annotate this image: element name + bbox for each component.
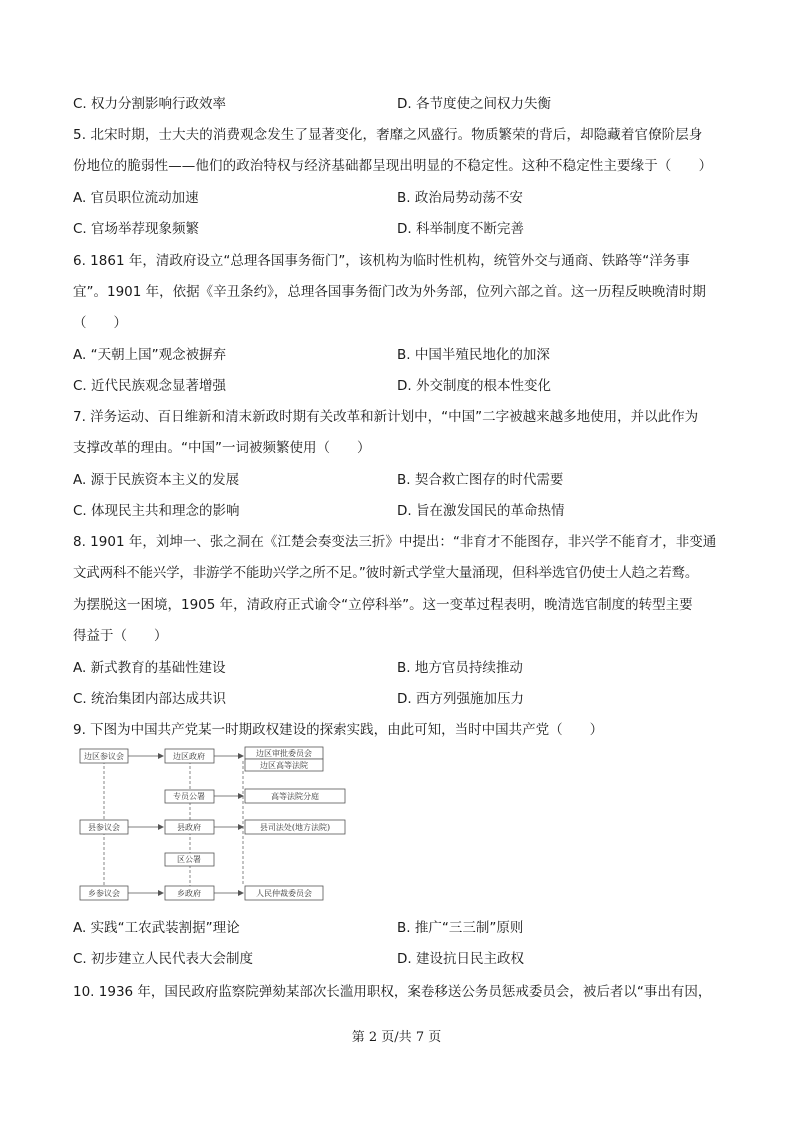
q8-stem-line1: 8. 1901 年，刘坤一、张之洞在《江楚会奏变法三折》中提出：“非育才不能图存，非兴学不能育才，非变通 (73, 534, 717, 550)
q5-stem-line2: 份地位的脆弱性——他们的政治特权与经济基础都呈现出明显的不稳定性。这种不稳定性主要缘于（ ） (73, 158, 713, 174)
q6-option-d: D. 外交制度的根本性变化 (397, 378, 551, 394)
label-township-govt: 乡政府 (177, 889, 201, 898)
q4-option-d: D. 各节度使之间权力失衡 (397, 96, 551, 112)
label-township-council: 乡参议会 (88, 889, 120, 898)
q7-option-c: C. 体现民主共和理念的影响 (73, 503, 240, 519)
q8-stem-line4: 得益于（ ） (73, 628, 168, 644)
q9-option-a: A. 实践“工农武装割据”理论 (73, 920, 240, 936)
q5-option-c: C. 官场举荐现象频繁 (73, 221, 200, 237)
q4-option-c: C. 权力分割影响行政效率 (73, 96, 227, 112)
q7-option-d: D. 旨在激发国民的革命热情 (397, 503, 565, 519)
q9-government-structure-diagram (78, 746, 348, 906)
q5-option-a: A. 官员职位流动加速 (73, 190, 199, 206)
q9-option-b: B. 推广“三三制”原则 (397, 920, 524, 936)
q5-option-b: B. 政治局势动荡不安 (397, 190, 523, 206)
q8-option-a: A. 新式教育的基础性建设 (73, 660, 226, 676)
q7-option-a: A. 源于民族资本主义的发展 (73, 472, 240, 488)
q8-stem-line3: 为摆脱这一困境，1905 年，清政府正式谕令“立停科举”。这一变革过程表明，晚清选官制度的转型主要 (73, 597, 693, 613)
label-arbitration-committee: 人民仲裁委员会 (256, 889, 312, 898)
q6-stem-line3: （ ） (73, 315, 127, 331)
q9-option-d: D. 建设抗日民主政权 (397, 951, 524, 967)
q8-option-c: C. 统治集团内部达成共识 (73, 691, 227, 707)
label-county-govt: 县政府 (177, 823, 201, 832)
label-review-committee: 边区审批委员会 (256, 749, 312, 758)
q10-stem-line1: 10. 1936 年，国民政府监察院弹劾某部次长滥用职权，案卷移送公务员惩戒委员会，被后者以“事出有因， (73, 984, 712, 1000)
label-high-court-branch: 高等法院分庭 (271, 792, 319, 801)
label-county-council: 县参议会 (88, 823, 120, 832)
q9-option-c: C. 初步建立人民代表大会制度 (73, 951, 254, 967)
label-border-govt: 边区政府 (173, 752, 205, 761)
q6-option-b: B. 中国半殖民地化的加深 (397, 347, 550, 363)
label-district-office: 区公署 (177, 855, 201, 864)
label-commissioner-office: 专员公署 (173, 792, 205, 801)
q7-stem-line1: 7. 洋务运动、百日维新和清末新政时期有关改革和新计划中，“中国”二字被越来越多地使用，并以此作为 (73, 409, 699, 425)
label-border-council: 边区参议会 (84, 752, 124, 761)
q6-option-c: C. 近代民族观念显著增强 (73, 378, 227, 394)
q6-option-a: A. “天朝上国”观念被摒弃 (73, 347, 227, 363)
q7-stem-line2: 支撑改革的理由。“中国”一词被频繁使用（ ） (73, 440, 371, 456)
q8-option-d: D. 西方列强施加压力 (397, 691, 524, 707)
q8-stem-line2: 文武两科不能兴学，非游学不能助兴学之所不足。”彼时新式学堂大量涌现，但科举选官仍使士人趋之若鹜。 (73, 565, 699, 581)
q5-option-d: D. 科举制度不断完善 (397, 221, 524, 237)
label-border-high-court: 边区高等法院 (260, 761, 308, 770)
q7-option-b: B. 契合救亡图存的时代需要 (397, 472, 564, 488)
page-number-footer: 第 2 页/共 7 页 (351, 1030, 442, 1045)
q8-option-b: B. 地方官员持续推动 (397, 660, 523, 676)
label-county-judiciary: 县司法处(地方法院) (259, 823, 331, 832)
q6-stem-line2: 宜”。1901 年，依据《辛丑条约》，总理各国事务衙门改为外务部，位列六部之首。这一历程反映晚清时期 (73, 284, 706, 300)
q5-stem-line1: 5. 北宋时期，士大夫的消费观念发生了显著变化，奢靡之风盛行。物质繁荣的背后，却隐藏着官僚阶层身 (73, 127, 703, 143)
q9-stem-line1: 9. 下图为中国共产党某一时期政权建设的探索实践，由此可知，当时中国共产党（ ） (73, 722, 604, 738)
q6-stem-line1: 6. 1861 年，清政府设立“总理各国事务衙门”，该机构为临时性机构，统管外交与通商、铁路等“洋务事 (73, 253, 690, 269)
